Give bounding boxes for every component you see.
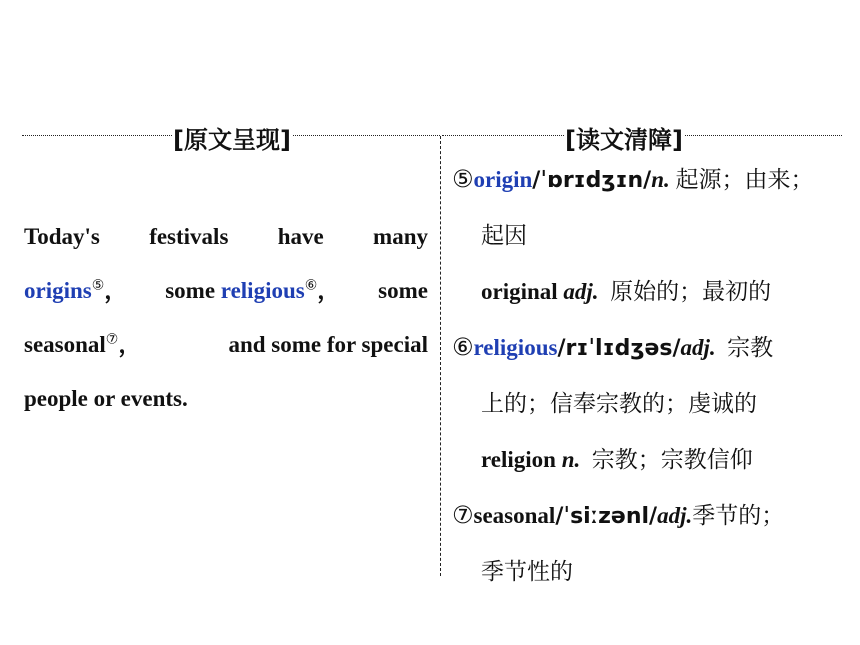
- comma: ，: [104, 278, 128, 303]
- part-of-speech: adj.: [563, 279, 599, 304]
- meaning: 宗教: [727, 335, 774, 361]
- keyword-religious: religious: [220, 278, 305, 303]
- phonetic: /rɪˈlɪdʒəs/: [557, 336, 681, 361]
- note-seasonal-cont: [452, 544, 852, 600]
- note-mark: ⑤: [452, 165, 474, 193]
- part-of-speech: adj.: [680, 335, 716, 360]
- phrase: [24, 264, 127, 318]
- part-of-speech: adj.: [657, 503, 693, 528]
- left-header-title: [原文呈现]: [172, 120, 292, 155]
- part-of-speech: n.: [561, 447, 581, 472]
- vocab-word: origin: [473, 167, 533, 192]
- note-religious-cont: [452, 376, 852, 432]
- note-mark: ⑥: [452, 333, 474, 361]
- derived-religion: [452, 432, 852, 488]
- word: some: [378, 278, 428, 303]
- meaning: 宗教；宗教信仰: [591, 447, 753, 473]
- word: some: [165, 278, 216, 303]
- comma: ，: [317, 278, 341, 303]
- note-religious: [452, 320, 852, 376]
- note-mark: ⑥: [304, 278, 318, 294]
- right-header-title: [读文清障]: [564, 120, 684, 155]
- word: many: [373, 224, 428, 249]
- meaning: 季节性的: [481, 559, 573, 585]
- word: festivals: [149, 224, 229, 249]
- note-mark: ⑦: [105, 332, 119, 348]
- note-origin: [452, 152, 852, 208]
- phrase: [24, 318, 141, 372]
- derived-word: original: [481, 279, 558, 304]
- column-divider: [440, 136, 441, 576]
- text-line-1: [24, 210, 428, 264]
- text-line-3: [24, 318, 428, 372]
- note-mark: ⑦: [452, 501, 474, 529]
- original-text: [24, 210, 428, 426]
- phonetic: /ˈsiːzənl/: [555, 504, 658, 529]
- derived-original: [452, 264, 852, 320]
- right-header: [442, 120, 842, 154]
- vocabulary-notes: [452, 152, 852, 600]
- meaning: 上的；信奉宗教的；虔诚的: [481, 391, 757, 417]
- text-line-4: people or events.: [24, 386, 188, 411]
- text-line-2: [24, 264, 428, 318]
- derived-word: religion: [481, 447, 556, 472]
- phrase: [165, 264, 340, 318]
- vocab-word: religious: [473, 335, 558, 360]
- meaning: 起因: [481, 223, 527, 249]
- word: Today's: [24, 224, 100, 249]
- meaning: 原始的；最初的: [610, 279, 772, 305]
- meaning: 起源；由来；: [675, 167, 814, 193]
- word: have: [277, 224, 324, 249]
- part-of-speech: n.: [651, 167, 670, 192]
- keyword-seasonal: seasonal: [24, 332, 106, 357]
- meaning: 季节的；: [692, 503, 785, 529]
- note-seasonal: [452, 488, 852, 544]
- keyword-origins: origins: [24, 278, 92, 303]
- left-header: [22, 120, 440, 154]
- note-origin-cont: [452, 208, 852, 264]
- phonetic: /ˈɒrɪdʒɪn/: [532, 168, 652, 193]
- comma: ，: [118, 332, 142, 357]
- note-mark: ⑤: [91, 278, 105, 294]
- phrase: and some for special: [228, 332, 428, 357]
- vocab-word: seasonal: [473, 503, 556, 528]
